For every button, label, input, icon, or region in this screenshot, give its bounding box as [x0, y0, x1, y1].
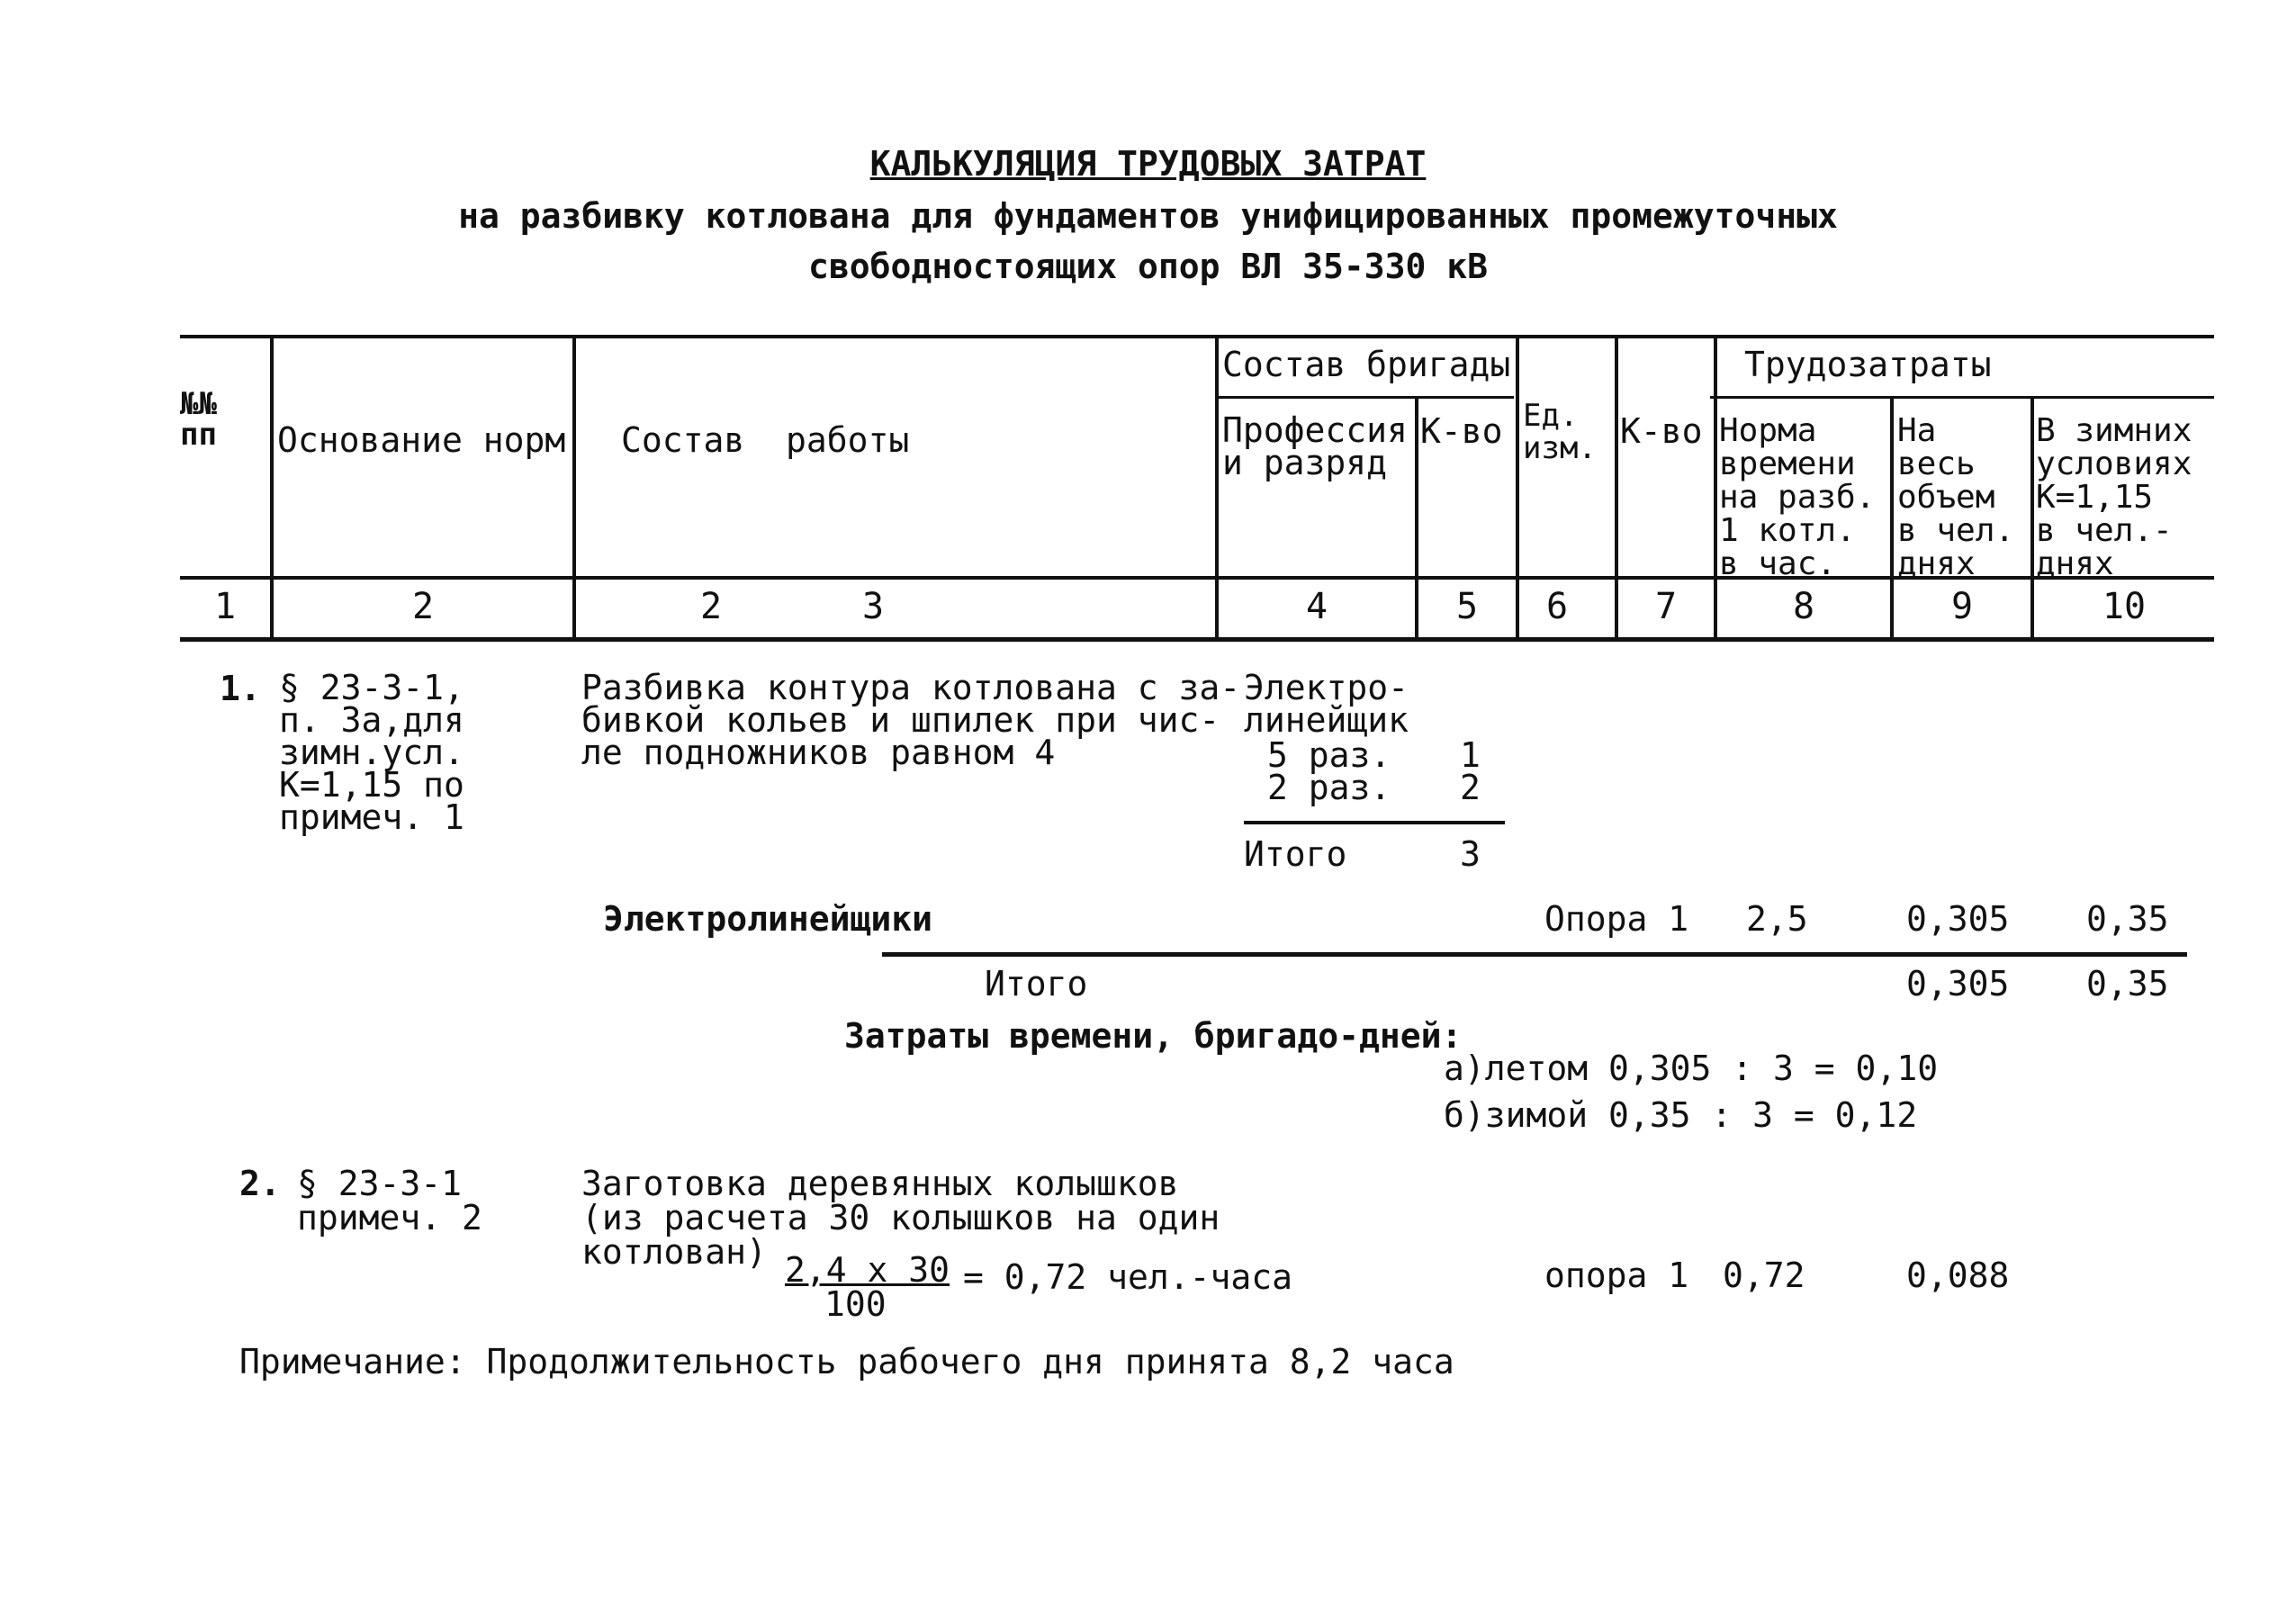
row1-number: 1. — [220, 669, 261, 708]
colnum-9: 9 — [1950, 586, 1974, 627]
colnum-5: 5 — [1455, 586, 1479, 627]
brigade-group-divider — [1217, 396, 1514, 399]
row2-unit: опора 1 — [1544, 1256, 1689, 1295]
colnum-10: 10 — [2102, 586, 2147, 627]
colnum-2b: 2 — [699, 586, 723, 627]
header-labor-group: Трудозатраты — [1744, 345, 1992, 384]
labor-group-divider — [1710, 396, 2214, 399]
header-basis: Основание норм — [277, 420, 566, 460]
row1-grade-1: 5 раз. — [1267, 735, 1391, 775]
header-norm: Норма времени на разб. 1 котл. в час. — [1719, 412, 1876, 582]
header-brigade-group: Состав бригады — [1222, 345, 1511, 384]
colnum-1: 1 — [213, 586, 237, 627]
colnum-4: 4 — [1305, 586, 1328, 627]
row2-norm: 0,72 — [1723, 1256, 1805, 1295]
row1-crew-label: Электролинейщики — [603, 899, 933, 939]
row1-profession: Электро- линейщик — [1244, 668, 1409, 740]
header-winter: В зимних условиях К=1,15 в чел.- днях — [2036, 412, 2192, 582]
colnum-3: 3 — [861, 586, 885, 627]
row1-subtotal-label: Итого — [1244, 834, 1347, 874]
row1-qty-2: 2 — [1460, 768, 1481, 807]
row2-denominator: 100 — [824, 1284, 887, 1324]
row1-winter-calc: б)зимой 0,35 : 3 = 0,12 — [1444, 1095, 1918, 1135]
header-profession: Профессия и разряд — [1222, 410, 1408, 482]
row1-itogo-line — [882, 952, 2187, 957]
colnum-2: 2 — [411, 586, 435, 627]
header-qty-brigade: К-во — [1420, 411, 1503, 451]
row1-itogo-winter: 0,35 — [2086, 964, 2169, 1004]
table-top-border — [180, 335, 2214, 338]
row2-total: 0,088 — [1906, 1256, 2010, 1295]
document-title: КАЛЬКУЛЯЦИЯ ТРУДОВЫХ ЗАТРАТ — [869, 144, 1427, 184]
col-sep-2 — [572, 335, 576, 641]
row2-number: 2. — [239, 1164, 281, 1203]
row1-work: Разбивка контура котлована с за- бивкой кольев и шпилек при чис- ле подножников равном 4 — [581, 668, 1241, 772]
header-unit: Ед. изм. — [1523, 398, 1597, 466]
row1-winter: 0,35 — [2086, 899, 2169, 939]
header-qty: К-во — [1620, 411, 1703, 451]
document-subtitle-2: свободностоящих опор ВЛ 35-330 кВ — [808, 247, 1488, 286]
footnote: Примечание: Продолжительность рабочего дня принята 8,2 часа — [239, 1342, 1454, 1382]
row1-subtotal-qty: 3 — [1460, 834, 1481, 874]
row2-basis: § 23-3-1 примеч. 2 — [297, 1164, 482, 1238]
row1-grade-2: 2 раз. — [1267, 768, 1391, 807]
colnum-7: 7 — [1654, 586, 1678, 627]
row1-itogo-total: 0,305 — [1906, 964, 2010, 1004]
row1-unit: Опора 1 — [1544, 899, 1689, 939]
row1-total: 0,305 — [1906, 899, 2010, 939]
row1-subtotal-line — [1244, 821, 1505, 824]
row2-numerator: 2,4 х 30 — [785, 1250, 950, 1290]
row1-time-cost-label: Затраты времени, бригадо-дней: — [844, 1016, 1463, 1056]
row1-norm: 2,5 — [1746, 899, 1808, 939]
document-subtitle: на разбивку котлована для фундаментов унифицированных промежуточных — [458, 196, 1838, 236]
row1-qty-1: 1 — [1460, 735, 1481, 775]
header-col-number: №№ пп — [180, 386, 217, 453]
row2-work: Заготовка деревянных колышков (из расчета 30 колышков на один котлован) — [581, 1164, 1220, 1272]
header-total: На весь объем в чел. днях — [1897, 412, 2015, 582]
header-work: Состав работы — [621, 420, 910, 460]
colnum-bottom-border — [180, 637, 2214, 642]
row2-result: = 0,72 чел.-часа — [963, 1257, 1293, 1297]
row1-basis: § 23-3-1, п. 3а,для зимн.усл. К=1,15 по примеч. 1 — [279, 668, 464, 837]
colnum-6: 6 — [1545, 586, 1569, 627]
row1-itogo-label: Итого — [985, 964, 1088, 1004]
colnum-8: 8 — [1792, 586, 1815, 627]
row1-summer-calc: а)летом 0,305 : 3 = 0,10 — [1444, 1048, 1939, 1088]
